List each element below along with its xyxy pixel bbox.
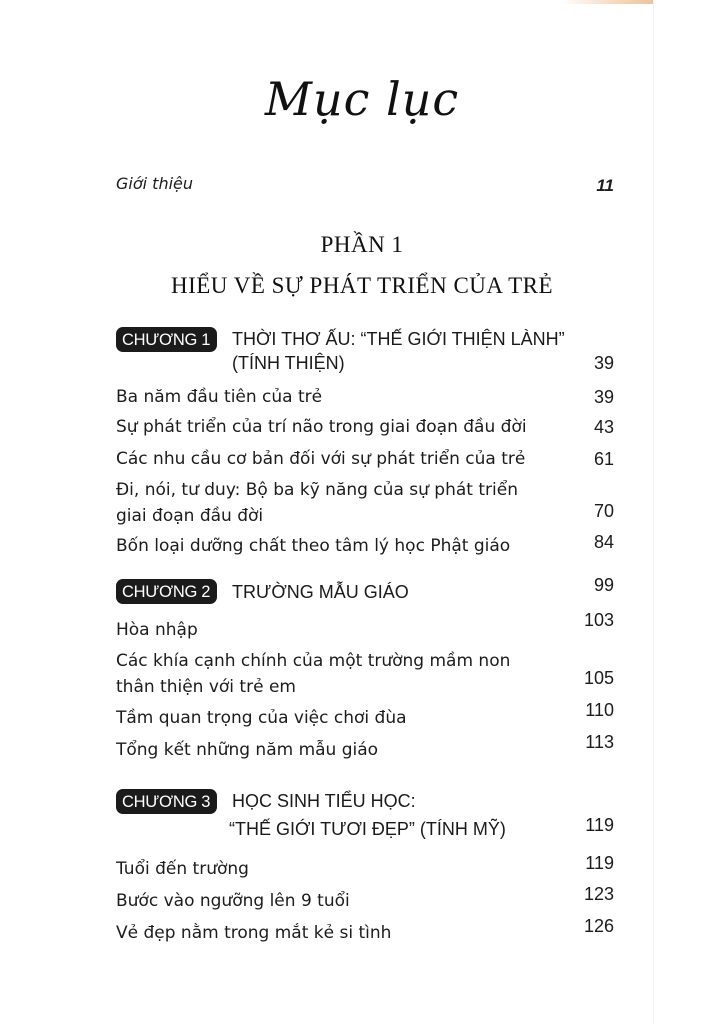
- toc-entry[interactable]: [116, 533, 614, 559]
- toc-entry[interactable]: [116, 384, 614, 410]
- toc-entry[interactable]: [116, 477, 614, 529]
- chapter-badge: CHƯƠNG 3: [116, 789, 217, 814]
- page-title: Mục lục: [264, 72, 460, 126]
- toc-entry[interactable]: [116, 700, 614, 731]
- toc-entry[interactable]: [116, 414, 614, 440]
- toc-entry[interactable]: [116, 648, 614, 700]
- toc-entry-page: 105: [583, 668, 614, 688]
- toc-entry-page: 70: [593, 501, 614, 521]
- chapter-title-line1: THỜI THƠ ẤU: “THẾ GIỚI THIỆN LÀNH”: [232, 329, 565, 349]
- toc-entry-page: 103: [583, 610, 614, 630]
- chapter-title-line2: “THẾ GIỚI TƯƠI ĐẸP” (TÍNH MỸ): [229, 819, 506, 839]
- toc-entry-page: 43: [593, 417, 614, 437]
- chapter-title-line1: HỌC SINH TIỂU HỌC:: [232, 791, 416, 811]
- chapter-page: 119: [585, 815, 614, 835]
- part-title: HIỂU VỀ SỰ PHÁT TRIỂN CỦA TRẺ: [170, 273, 554, 298]
- chapter-page: 39: [593, 353, 614, 373]
- toc-entry-page: 84: [593, 532, 614, 552]
- toc-entry-label: Tuổi đến trường: [116, 859, 249, 879]
- toc-entry[interactable]: [116, 610, 614, 643]
- page-top-edge: [560, 0, 654, 4]
- chapter-heading-2[interactable]: [116, 575, 614, 606]
- toc-entry-label-line2: thân thiện với trẻ em: [116, 677, 296, 697]
- toc-entry-page: 11: [596, 176, 614, 195]
- chapter-badge: CHƯƠNG 2: [116, 579, 217, 604]
- toc-entry-intro[interactable]: [116, 171, 614, 197]
- chapter-title-line1: TRƯỜNG MẪU GIÁO: [232, 582, 409, 602]
- toc-entry[interactable]: [116, 884, 614, 914]
- toc-entry-label: Tổng kết những năm mẫu giáo: [116, 740, 379, 760]
- chapter-title-line2: (TÍNH THIỆN): [232, 353, 345, 373]
- toc-entry-label: Vẻ đẹp nằm trong mắt kẻ si tình: [116, 923, 392, 943]
- toc-entry-page: 113: [585, 732, 614, 752]
- toc-entry-page: 123: [583, 884, 614, 904]
- chapter-heading-1[interactable]: [116, 326, 614, 378]
- part-number: PHẦN 1: [320, 232, 404, 257]
- toc-entry-label: Tầm quan trọng của việc chơi đùa: [116, 708, 407, 728]
- toc-entry[interactable]: [116, 916, 614, 946]
- toc-entry-page: 61: [593, 449, 614, 469]
- page-right-edge: [653, 0, 654, 1024]
- toc-entry-label: Ba năm đầu tiên của trẻ: [116, 387, 323, 407]
- toc-entry-page: 110: [585, 700, 614, 720]
- toc-entry-label-line1: Đi, nói, tư duy: Bộ ba kỹ năng của sự phát triển: [116, 480, 518, 500]
- toc-entry-label-line2: giai đoạn đầu đời: [116, 506, 264, 526]
- toc-entry[interactable]: [116, 732, 614, 763]
- toc-entry-label: Bốn loại dưỡng chất theo tâm lý học Phật giáo: [116, 536, 511, 556]
- toc-entry[interactable]: [116, 446, 614, 472]
- toc-entry-label: Các nhu cầu cơ bản đối với sự phát triển của trẻ: [116, 449, 526, 469]
- toc-entry-page: 39: [593, 387, 614, 407]
- chapter-heading-3[interactable]: [116, 788, 614, 842]
- toc-entry[interactable]: [116, 853, 614, 882]
- toc-entry-label: Giới thiệu: [116, 174, 194, 193]
- toc-entry-label: Bước vào ngưỡng lên 9 tuổi: [116, 891, 350, 911]
- toc-entry-label-line1: Các khía cạnh chính của một trường mầm non: [116, 651, 511, 671]
- chapter-badge: CHƯƠNG 1: [116, 327, 217, 352]
- chapter-page: 99: [593, 575, 614, 595]
- toc-entry-page: 119: [585, 853, 614, 873]
- toc-entry-label: Hòa nhập: [116, 620, 198, 640]
- toc-entry-label: Sự phát triển của trí não trong giai đoạn đầu đời: [116, 417, 527, 437]
- toc-entry-page: 126: [583, 916, 614, 936]
